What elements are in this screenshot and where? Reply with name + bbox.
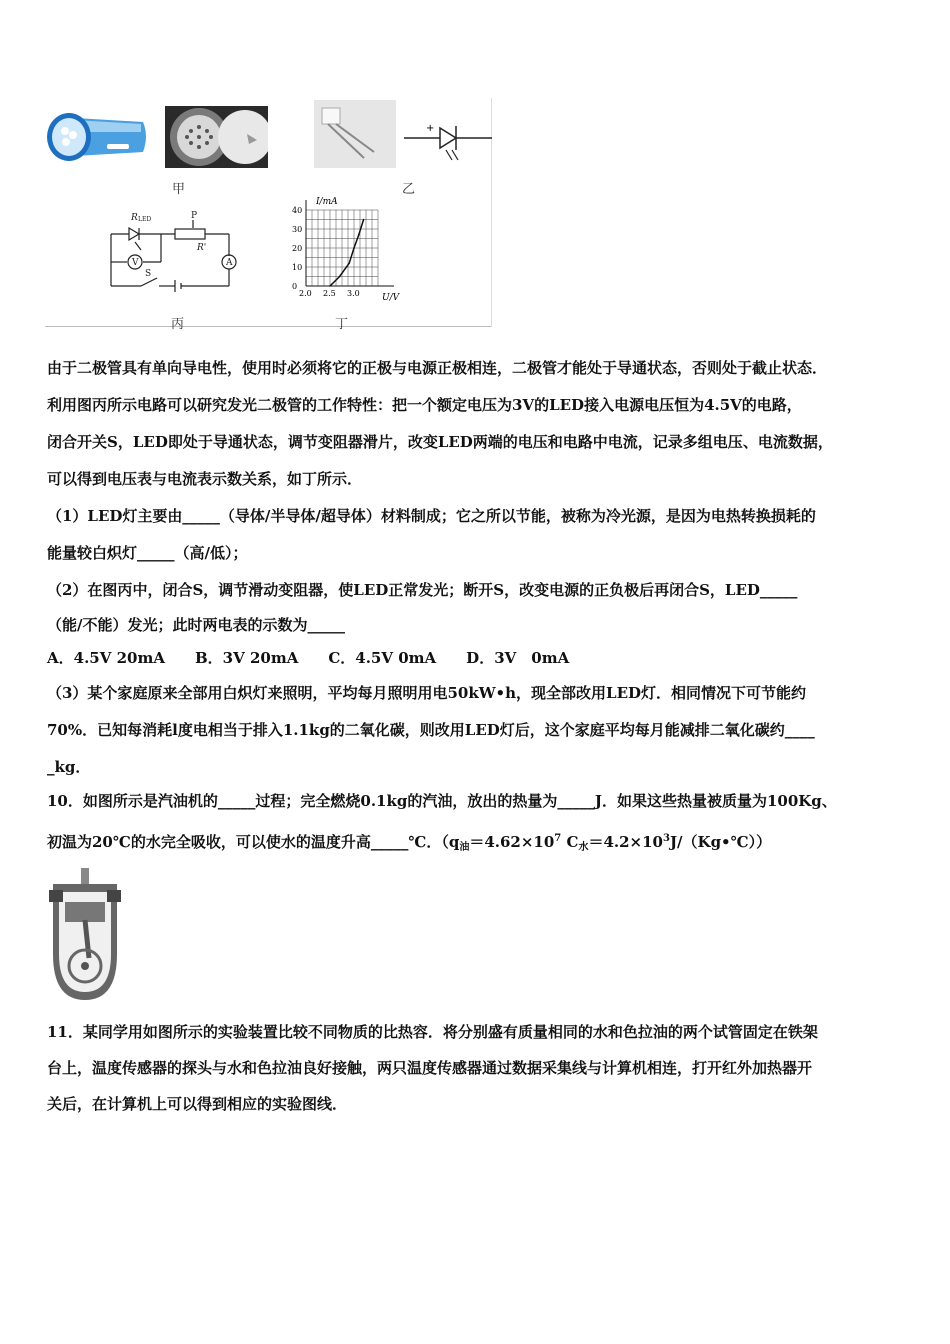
- label-rled-sub: LED: [138, 216, 152, 223]
- caption-ding: 丁: [335, 317, 349, 332]
- caption-yi: 乙: [402, 182, 416, 197]
- x-tick-label: 2.5: [323, 289, 336, 298]
- engine-diagram: [45, 862, 125, 1004]
- q10-sup-7: 7: [554, 833, 562, 844]
- data-point: [358, 234, 360, 236]
- iu-chart: [282, 194, 412, 306]
- x-tick-label: 2.0: [299, 289, 312, 298]
- q10-sub-oil: 油: [459, 842, 470, 853]
- label-v: V: [132, 258, 139, 268]
- label-rled: R: [131, 213, 138, 223]
- led-symbol: [402, 118, 494, 170]
- chart-axes: [306, 200, 394, 286]
- series-line: [330, 220, 364, 287]
- q11-line-2: 台上，温度传感器的探头与水和色拉油良好接触，两只温度传感器通过数据采集线与计算机相连，打开红外加热器开: [47, 1059, 813, 1077]
- q9-line-2: 利用图丙所示电路可以研究发光二极管的工作特性：把一个额定电压为3V的LED接入电源电压恒为4.5V的电路，: [47, 396, 802, 414]
- q10-l2-e: J/（Kg•℃））: [669, 833, 772, 851]
- label-s: S: [145, 269, 152, 279]
- data-point: [329, 285, 331, 287]
- led-component-image: [314, 100, 396, 168]
- q10-line-1: 10．如图所示是汽油机的_____过程；完全燃烧0.1kg的汽油，放出的热量为_____J．如果这些热量被质量为100Kg、: [47, 792, 837, 810]
- q9-line-6: 能量较白炽灯_____（高/低）；: [47, 544, 248, 562]
- label-p: P: [191, 211, 198, 221]
- q10-l2-b: ＝4.62×10: [469, 833, 555, 851]
- chart-ticks: [292, 206, 360, 298]
- q11-line-3: 关后，在计算机上可以得到相应的实验图线．: [47, 1095, 348, 1113]
- q10-sup-3: 3: [662, 833, 670, 844]
- q10-sub-water: 水: [578, 842, 589, 853]
- label-a: A: [226, 258, 233, 268]
- x-tick-label: 3.0: [347, 289, 360, 298]
- caption-bing: 丙: [171, 317, 185, 332]
- q9-line-5: （1）LED灯主要由_____（导体/半导体/超导体）材料制成；它之所以节能，被称为冷光源，是因为电热转换损耗的: [47, 507, 816, 525]
- q9-line-11: 70%．已知每消耗l度电相当于排入1.1kg的二氧化碳，则改用LED灯后，这个家庭平均每月能减排二氧化碳约____: [47, 721, 815, 739]
- chart-grid: [306, 210, 378, 286]
- q9-line-7: （2）在图丙中，闭合S，调节滑动变阻器，使LED正常发光；断开S，改变电源的正负极后再闭合S，LED_____: [47, 581, 798, 599]
- q10-l2-c: C: [561, 833, 579, 851]
- led-lamp-image: [165, 106, 268, 168]
- caption-jia: 甲: [172, 182, 186, 197]
- y-tick-label: 0: [292, 282, 298, 291]
- flashlight-image: [45, 106, 151, 168]
- q9-line-4: 可以得到电压表与电流表示数关系，如丁所示．: [47, 470, 363, 488]
- chart-xlabel: U/V: [382, 293, 400, 303]
- y-tick-label: 20: [292, 244, 303, 253]
- q9-line-1: 由于二极管具有单向导电性，使用时必须将它的正极与电源正极相连，二极管才能处于导通状态，否则处于截止状态．: [47, 359, 828, 377]
- label-rprime: R': [197, 243, 207, 253]
- figure-bottom-border: [45, 326, 492, 327]
- y-tick-label: 30: [292, 225, 303, 234]
- q9-line-3: 闭合开关S，LED即处于导通状态，调节变阻器滑片，改变LED两端的电压和电路中电流，记录多组电压、电流数据，: [47, 433, 833, 451]
- q11-line-1: 11．某同学用如图所示的实验装置比较不同物质的比热容．将分别盛有质量相同的水和色拉油的两个试管固定在铁架: [47, 1023, 818, 1041]
- data-point: [348, 262, 350, 264]
- q9-text: [47, 350, 917, 786]
- chart-ylabel: I/mA: [316, 197, 338, 207]
- data-point: [363, 219, 365, 221]
- q10-l2-d: ＝4.2×10: [588, 833, 663, 851]
- q9-line-8: （能/不能）发光；此时两电表的示数为_____: [47, 616, 345, 634]
- circuit-diagram: [105, 206, 245, 296]
- q9-line-10: （3）某个家庭原来全部用白炽灯来照明，平均每月照明用电50kW•h，现全部改用LED灯．相同情况下可节能约: [47, 684, 807, 702]
- q10-line-2: [47, 820, 917, 866]
- q9-line-12: _kg．: [47, 758, 91, 776]
- y-tick-label: 40: [292, 206, 303, 215]
- q11-text: [47, 1014, 917, 1122]
- data-point: [339, 276, 341, 278]
- q10-text: [47, 783, 917, 866]
- y-tick-label: 10: [292, 263, 303, 272]
- data-point: [353, 247, 355, 249]
- q9-options: A．4.5V 20mA B．3V 20mA C．4.5V 0mA D．3V 0mA: [47, 649, 570, 667]
- q10-l2-a: 初温为20℃的水完全吸收，可以使水的温度升高_____℃．（q: [47, 833, 460, 851]
- plus-sign: +: [426, 123, 435, 134]
